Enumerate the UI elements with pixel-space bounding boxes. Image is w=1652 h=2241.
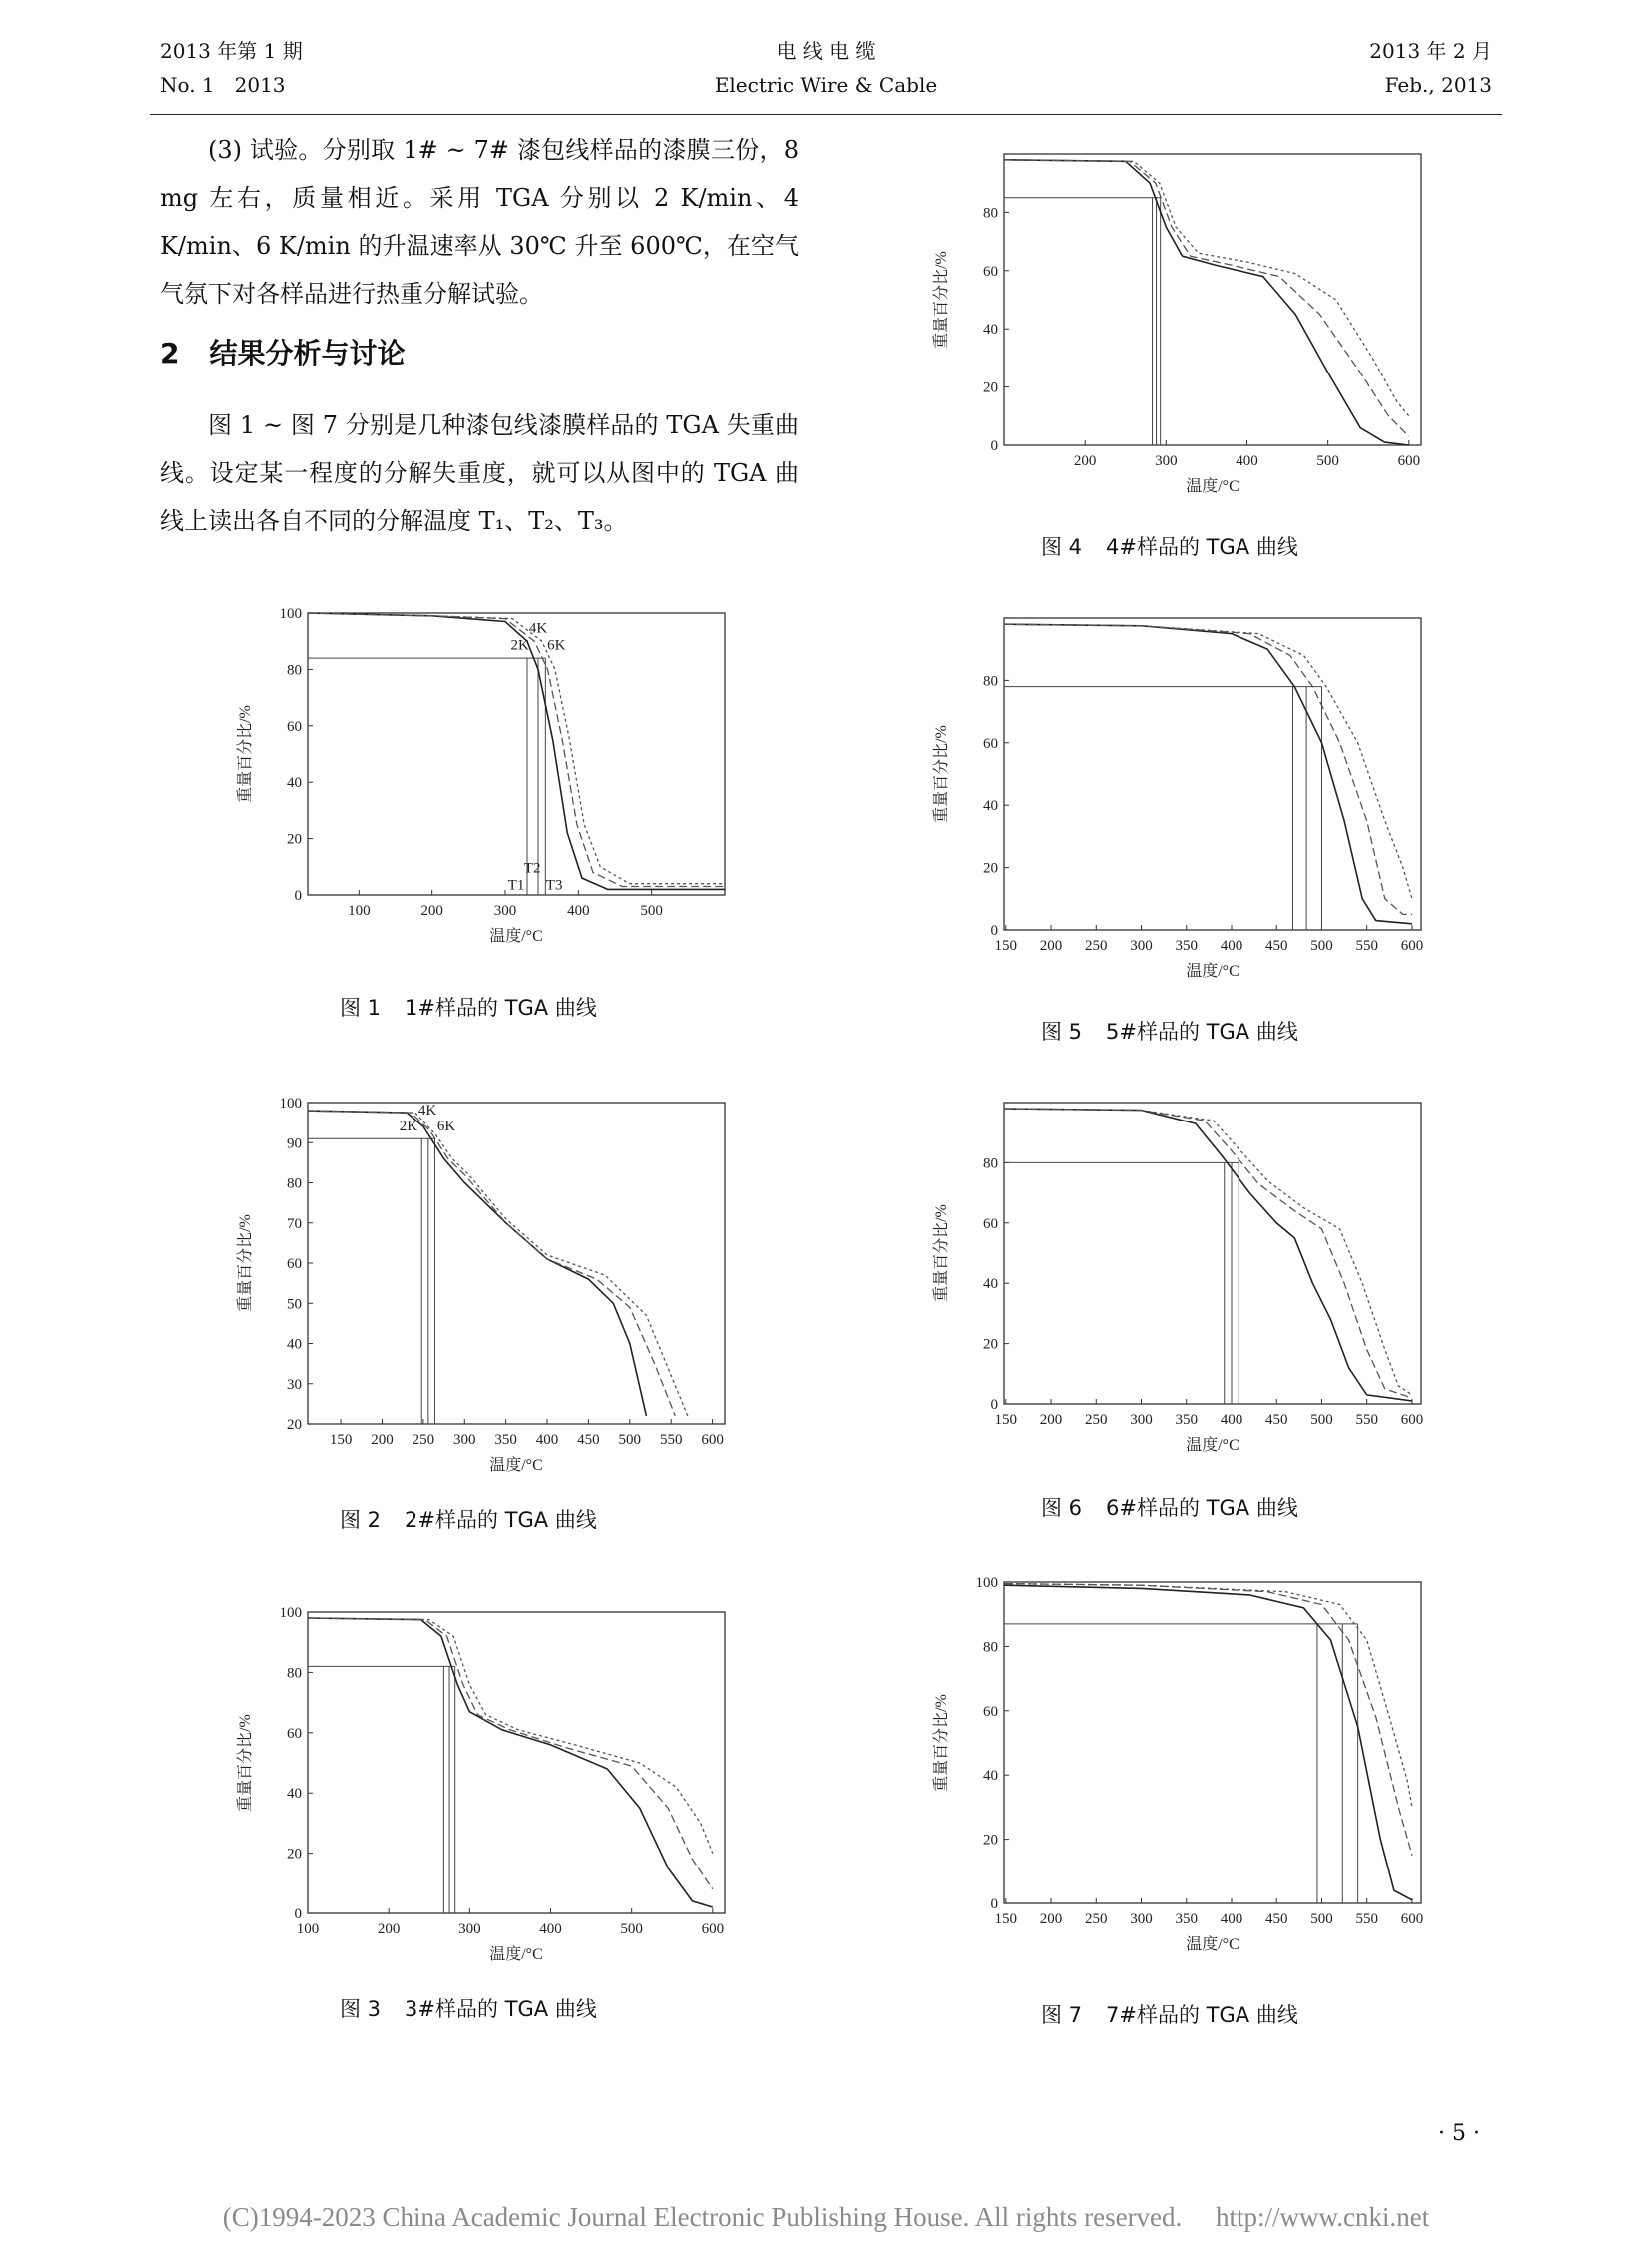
x-tick-label: 200 bbox=[1073, 453, 1097, 469]
y-tick-label: 60 bbox=[287, 1725, 302, 1742]
y-tick-label: 20 bbox=[287, 1417, 302, 1433]
plot-frame bbox=[308, 1612, 725, 1913]
issue-line-cn: 2013 年第 1 期 bbox=[160, 39, 303, 63]
y-tick-label: 40 bbox=[287, 1786, 302, 1803]
y-tick-label: 20 bbox=[983, 1832, 998, 1849]
x-tick-label: 600 bbox=[701, 1432, 724, 1448]
curve-annotation: 4K bbox=[528, 620, 548, 637]
y-tick-label: 40 bbox=[287, 1336, 302, 1353]
tga-chart-6 bbox=[924, 1089, 1443, 1468]
section-title: 结果分析与讨论 bbox=[209, 337, 406, 370]
figure-5 bbox=[924, 604, 1443, 994]
x-tick-label: 550 bbox=[1355, 1412, 1378, 1428]
figure-2 bbox=[228, 1089, 747, 1488]
x-tick-label: 450 bbox=[1264, 1412, 1288, 1428]
y-tick-label: 40 bbox=[287, 775, 302, 792]
y-tick-label: 80 bbox=[983, 673, 998, 690]
figure-1-caption: 图 1 1#样品的 TGA 曲线 bbox=[340, 996, 597, 1020]
tga-curve-series-2 bbox=[1004, 1109, 1412, 1398]
x-tick-label: 550 bbox=[659, 1432, 683, 1448]
x-tick-label: 600 bbox=[1397, 453, 1421, 469]
x-tick-label: 200 bbox=[1039, 1412, 1063, 1428]
x-tick-label: 250 bbox=[1085, 1911, 1108, 1927]
y-tick-label: 60 bbox=[287, 1256, 302, 1272]
x-tick-label: 500 bbox=[620, 1921, 643, 1937]
tga-curve-series-3 bbox=[1004, 1584, 1412, 1808]
y-tick-label: 100 bbox=[279, 1096, 302, 1112]
journal-title-en: Electric Wire & Cable bbox=[714, 73, 938, 97]
x-tick-label: 450 bbox=[1264, 938, 1288, 954]
y-tick-label: 60 bbox=[983, 1215, 998, 1232]
y-tick-label: 100 bbox=[975, 1575, 998, 1591]
curve-annotation: 6K bbox=[436, 1119, 456, 1135]
y-tick-label: 0 bbox=[990, 923, 998, 939]
figure-3 bbox=[228, 1598, 747, 1977]
x-tick-label: 350 bbox=[1175, 938, 1199, 954]
y-tick-label: 40 bbox=[983, 1276, 998, 1293]
x-tick-label: 300 bbox=[453, 1432, 476, 1448]
x-tick-label: 350 bbox=[1175, 1911, 1199, 1927]
figure-1 bbox=[228, 599, 747, 959]
x-tick-label: 500 bbox=[1310, 1412, 1333, 1428]
curve-annotation: 2K bbox=[399, 1119, 418, 1135]
y-tick-label: 0 bbox=[294, 888, 302, 904]
plot-frame bbox=[1004, 1582, 1421, 1903]
x-tick-label: 300 bbox=[1155, 453, 1178, 469]
tga-chart-1 bbox=[228, 599, 747, 959]
y-tick-label: 40 bbox=[983, 322, 998, 339]
plot-frame bbox=[308, 1103, 725, 1424]
y-tick-label: 40 bbox=[983, 1768, 998, 1785]
test-paragraph: (3) 试验。分别取 1# ~ 7# 漆包线样品的漆膜三份，8 mg 左右，质量相近。采用 TGA 分别以 2 K/min、4 K/min、6 K/min 的升温速率从 30℃ 升至 600℃，在空气气氛下对各样品进行热重分解试验。 bbox=[160, 136, 799, 308]
x-tick-label: 300 bbox=[458, 1921, 481, 1937]
x-tick-label: 400 bbox=[1220, 938, 1243, 954]
y-tick-label: 60 bbox=[287, 718, 302, 735]
x-tick-label: 200 bbox=[420, 903, 443, 919]
x-tick-label: 150 bbox=[329, 1432, 353, 1448]
x-axis-label: 温度/°C bbox=[489, 1946, 543, 1963]
tga-curve-series-3 bbox=[1004, 624, 1412, 899]
y-tick-label: 70 bbox=[287, 1215, 302, 1232]
x-tick-label: 550 bbox=[1355, 938, 1378, 954]
y-tick-label: 90 bbox=[287, 1135, 302, 1152]
y-tick-label: 80 bbox=[287, 662, 302, 679]
figure-3-caption: 图 3 3#样品的 TGA 曲线 bbox=[340, 1997, 597, 2021]
y-axis-label: 重量百分比/% bbox=[237, 705, 254, 803]
section-heading bbox=[160, 332, 406, 372]
x-tick-label: 500 bbox=[1310, 1911, 1333, 1927]
x-tick-label: 250 bbox=[1085, 1412, 1108, 1428]
plot-frame bbox=[1004, 1103, 1421, 1404]
y-tick-label: 40 bbox=[983, 798, 998, 815]
y-axis-label: 重量百分比/% bbox=[933, 725, 950, 823]
x-tick-label: 200 bbox=[371, 1432, 394, 1448]
x-tick-label: 400 bbox=[539, 1921, 562, 1937]
x-tick-label: 300 bbox=[493, 903, 517, 919]
y-tick-label: 80 bbox=[983, 1639, 998, 1656]
y-tick-label: 20 bbox=[983, 860, 998, 877]
x-tick-label: 500 bbox=[1316, 453, 1339, 469]
tga-chart-2 bbox=[228, 1089, 747, 1488]
tga-curve-series-2 bbox=[308, 1618, 713, 1889]
tga-curve-series-1 bbox=[308, 1111, 646, 1416]
y-tick-label: 20 bbox=[287, 831, 302, 848]
figure-2-caption: 图 2 2#样品的 TGA 曲线 bbox=[340, 1508, 597, 1532]
y-tick-label: 100 bbox=[279, 606, 302, 622]
x-tick-label: 200 bbox=[1039, 938, 1063, 954]
x-tick-label: 100 bbox=[296, 1921, 320, 1937]
curve-annotation: T2 bbox=[523, 860, 541, 877]
tga-curve-series-1 bbox=[308, 613, 725, 889]
curve-annotation: T3 bbox=[545, 877, 563, 894]
x-tick-label: 150 bbox=[994, 1412, 1018, 1428]
tga-curve-series-3 bbox=[308, 1618, 713, 1854]
tga-curve-series-3 bbox=[1004, 1109, 1412, 1395]
x-tick-label: 350 bbox=[494, 1432, 517, 1448]
figure-5-caption: 图 5 5#样品的 TGA 曲线 bbox=[1041, 1020, 1298, 1044]
x-tick-label: 400 bbox=[1220, 1412, 1243, 1428]
x-tick-label: 350 bbox=[1175, 1412, 1199, 1428]
date-line-en: Feb., 2013 bbox=[1384, 73, 1492, 97]
x-tick-label: 300 bbox=[1130, 1412, 1153, 1428]
y-tick-label: 60 bbox=[983, 735, 998, 752]
y-axis-label: 重量百分比/% bbox=[237, 1214, 254, 1312]
x-tick-label: 150 bbox=[994, 938, 1018, 954]
tga-curve-series-2 bbox=[308, 613, 725, 887]
x-tick-label: 600 bbox=[1400, 1911, 1424, 1927]
x-tick-label: 400 bbox=[567, 903, 590, 919]
x-tick-label: 500 bbox=[618, 1432, 642, 1448]
figure-7 bbox=[924, 1568, 1443, 1967]
tga-curve-series-1 bbox=[308, 1618, 713, 1907]
x-axis-label: 温度/°C bbox=[1186, 478, 1239, 495]
figure-4 bbox=[924, 140, 1443, 509]
x-tick-label: 250 bbox=[1085, 938, 1108, 954]
x-tick-label: 150 bbox=[994, 1911, 1018, 1927]
y-tick-label: 20 bbox=[983, 1336, 998, 1353]
x-tick-label: 500 bbox=[1310, 938, 1333, 954]
y-tick-label: 30 bbox=[287, 1376, 302, 1393]
y-tick-label: 60 bbox=[983, 1703, 998, 1720]
x-tick-label: 100 bbox=[348, 903, 371, 919]
tga-curve-series-1 bbox=[1004, 1585, 1412, 1900]
y-tick-label: 80 bbox=[983, 1155, 998, 1172]
x-tick-label: 600 bbox=[701, 1921, 725, 1937]
x-tick-label: 400 bbox=[1236, 453, 1258, 469]
issue-line-en: No. 1 2013 bbox=[160, 73, 286, 97]
y-axis-label: 重量百分比/% bbox=[933, 1204, 950, 1302]
curve-annotation: 4K bbox=[417, 1103, 437, 1120]
tga-chart-7 bbox=[924, 1568, 1443, 1967]
plot-frame bbox=[308, 613, 725, 895]
y-tick-label: 100 bbox=[279, 1605, 302, 1621]
tga-curve-series-2 bbox=[1004, 1584, 1412, 1856]
y-axis-label: 重量百分比/% bbox=[933, 1694, 950, 1792]
tga-curve-series-2 bbox=[1004, 624, 1412, 914]
y-tick-label: 20 bbox=[287, 1846, 302, 1863]
y-axis-label: 重量百分比/% bbox=[933, 251, 950, 349]
x-axis-label: 温度/°C bbox=[1186, 963, 1239, 980]
x-tick-label: 300 bbox=[1130, 1911, 1153, 1927]
results-paragraph: 图 1 ~ 图 7 分别是几种漆包线漆膜样品的 TGA 失重曲线。设定某一程度的分解失重度，就可以从图中的 TGA 曲线上读出各自不同的分解温度 T₁、T₂、T₃。 bbox=[160, 411, 799, 535]
tga-curve-series-1 bbox=[1004, 160, 1409, 445]
y-tick-label: 0 bbox=[990, 1397, 998, 1413]
x-tick-label: 200 bbox=[377, 1921, 401, 1937]
figure-6-caption: 图 6 6#样品的 TGA 曲线 bbox=[1041, 1496, 1298, 1520]
x-tick-label: 450 bbox=[1264, 1911, 1288, 1927]
y-tick-label: 80 bbox=[983, 205, 998, 222]
figure-7-caption: 图 7 7#样品的 TGA 曲线 bbox=[1041, 2003, 1298, 2027]
y-tick-label: 20 bbox=[983, 379, 998, 396]
x-tick-label: 450 bbox=[577, 1432, 600, 1448]
x-tick-label: 600 bbox=[1400, 938, 1424, 954]
x-tick-label: 200 bbox=[1039, 1911, 1063, 1927]
x-tick-label: 600 bbox=[1400, 1412, 1424, 1428]
tga-curve-series-2 bbox=[1004, 160, 1409, 436]
x-tick-label: 400 bbox=[1220, 1911, 1243, 1927]
tga-curve-series-3 bbox=[1004, 160, 1409, 416]
tga-curve-series-2 bbox=[308, 1111, 675, 1416]
x-tick-label: 250 bbox=[412, 1432, 435, 1448]
x-axis-label: 温度/°C bbox=[1186, 1437, 1239, 1454]
x-tick-label: 300 bbox=[1130, 938, 1153, 954]
tga-chart-5 bbox=[924, 604, 1443, 994]
x-axis-label: 温度/°C bbox=[489, 1457, 543, 1474]
date-line-cn: 2013 年 2 月 bbox=[1369, 39, 1492, 63]
y-tick-label: 50 bbox=[287, 1296, 302, 1313]
y-tick-label: 60 bbox=[983, 263, 998, 280]
tga-curve-series-3 bbox=[308, 1111, 688, 1416]
x-tick-label: 400 bbox=[535, 1432, 559, 1448]
y-tick-label: 0 bbox=[294, 1906, 302, 1922]
journal-title-cn: 电 线 电 缆 bbox=[776, 39, 876, 63]
x-axis-label: 温度/°C bbox=[1186, 1936, 1239, 1953]
x-tick-label: 550 bbox=[1355, 1911, 1378, 1927]
y-tick-label: 0 bbox=[990, 1896, 998, 1912]
tga-chart-4 bbox=[924, 140, 1443, 509]
curve-annotation: 2K bbox=[510, 637, 529, 654]
y-tick-label: 0 bbox=[990, 438, 998, 454]
curve-annotation: T1 bbox=[507, 877, 525, 894]
copyright-footer: (C)1994-2023 China Academic Journal Electronic Publishing House. All rights reserved. http://www.cnki.net bbox=[222, 2202, 1430, 2232]
header-rule bbox=[150, 114, 1502, 115]
section-number: 2 bbox=[160, 337, 180, 370]
page-number: · 5 · bbox=[1438, 2121, 1480, 2146]
curve-annotation: 6K bbox=[547, 637, 566, 654]
tga-chart-3 bbox=[228, 1598, 747, 1977]
y-tick-label: 80 bbox=[287, 1665, 302, 1682]
figure-4-caption: 图 4 4#样品的 TGA 曲线 bbox=[1041, 535, 1298, 559]
x-axis-label: 温度/°C bbox=[489, 928, 543, 945]
x-tick-label: 500 bbox=[640, 903, 663, 919]
tga-curve-series-1 bbox=[1004, 1109, 1412, 1401]
y-axis-label: 重量百分比/% bbox=[237, 1714, 254, 1812]
journal-date-header bbox=[1369, 34, 1492, 102]
figure-6 bbox=[924, 1089, 1443, 1468]
y-tick-label: 80 bbox=[287, 1175, 302, 1192]
